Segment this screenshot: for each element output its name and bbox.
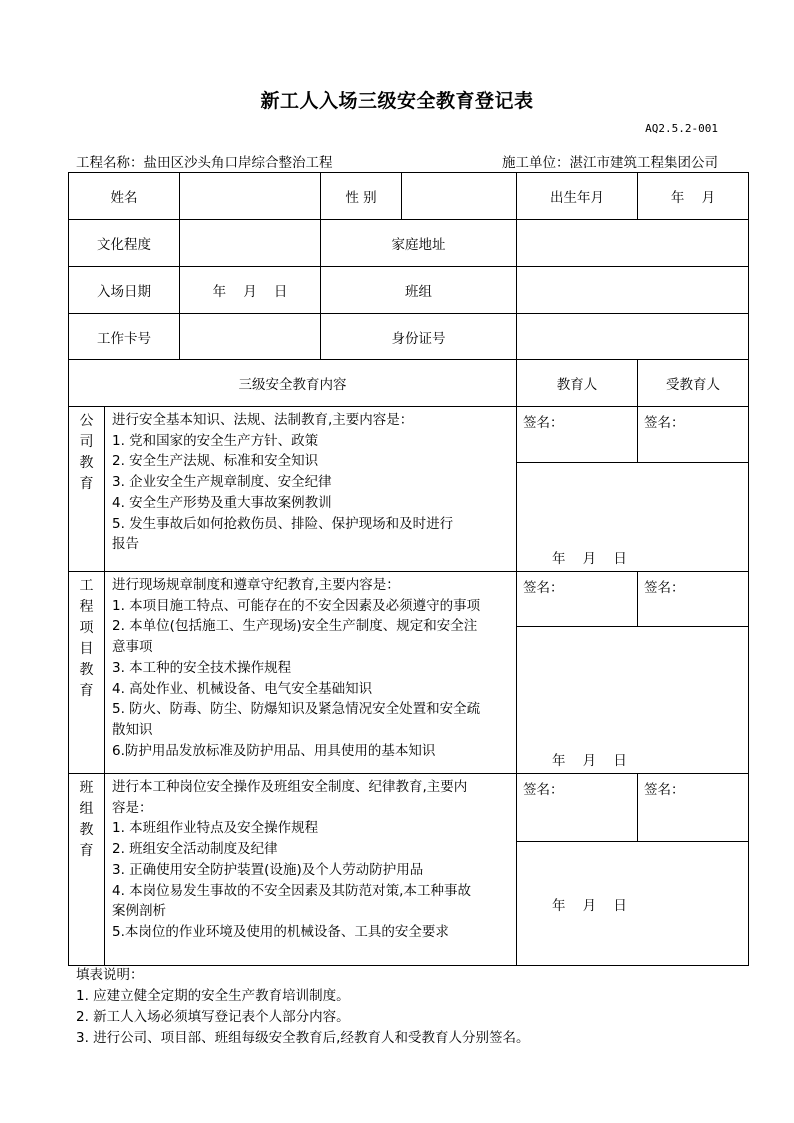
birth-value-cell[interactable]: 年 月 (638, 173, 749, 220)
project-educator-signature[interactable]: 签名： (517, 572, 638, 627)
name-label: 姓名 (69, 173, 180, 220)
note-item: 2. 新工人入场必须填写登记表个人部分内容。 (76, 1009, 350, 1025)
educatee-header: 受教育人 (638, 360, 749, 407)
id-number-label: 身份证号 (321, 314, 517, 360)
project-name: 工程名称：盐田区沙头角口岸综合整治工程 (76, 155, 333, 171)
education-value-cell[interactable] (180, 220, 321, 267)
content-header: 三级安全教育内容 (69, 360, 517, 407)
educator-header: 教育人 (517, 360, 638, 407)
company-education-date[interactable]: 年 月 日 (517, 463, 749, 572)
team-educatee-signature[interactable]: 签名： (638, 774, 749, 842)
registration-table (68, 172, 749, 966)
company-educatee-signature[interactable]: 签名： (638, 407, 749, 463)
birth-label: 出生年月 (517, 173, 638, 220)
work-card-label: 工作卡号 (69, 314, 180, 360)
entry-date-label: 入场日期 (69, 267, 180, 314)
project-educatee-signature[interactable]: 签名： (638, 572, 749, 627)
project-education-label: 工 程 项 目 教 育 (69, 572, 105, 774)
fill-instructions (76, 965, 529, 1049)
gender-label: 性 别 (321, 173, 402, 220)
company-education-content: 进行安全基本知识、法规、法制教育,主要内容是： 1. 党和国家的安全生产方针、政策 2. 安全生产法规、标准和安全知识 3. 企业安全生产规章制度、安全纪律 4. 安全生产形势及重大事故案例教训 5. 发生事故后如何抢救伤员、排险、保护现场和及时进行 报告 (105, 407, 517, 572)
team-label: 班组 (321, 267, 517, 314)
team-education-date[interactable]: 年 月 日 (517, 842, 749, 966)
company-educator-signature[interactable]: 签名： (517, 407, 638, 463)
company-education-label: 公 司 教 育 (69, 407, 105, 572)
note-item: 3. 进行公司、项目部、班组每级安全教育后,经教育人和受教育人分别签名。 (76, 1030, 530, 1046)
team-education-content: 进行本工种岗位安全操作及班组安全制度、纪律教育,主要内 容是： 1. 本班组作业特点及安全操作规程 2. 班组安全活动制度及纪律 3. 正确使用安全防护装置(设施)及个人劳动防护用品 4. 本岗位易发生事故的不安全因素及其防范对策,本工种事故 案例剖析 5.本岗位的作业环境及使用的机械设备、工具的安全要求 (105, 774, 517, 966)
team-education-label: 班 组 教 育 (69, 774, 105, 966)
education-label: 文化程度 (69, 220, 180, 267)
address-label: 家庭地址 (321, 220, 517, 267)
form-title: 新工人入场三级安全教育登记表 (260, 90, 534, 112)
team-educator-signature[interactable]: 签名： (517, 774, 638, 842)
work-card-value-cell[interactable] (180, 314, 321, 360)
note-item: 1. 应建立健全定期的安全生产教育培训制度。 (76, 988, 350, 1004)
project-education-date[interactable]: 年 月 日 (517, 627, 749, 774)
project-education-content: 进行现场规章制度和遵章守纪教育,主要内容是： 1. 本项目施工特点、可能存在的不安全因素及必须遵守的事项 2. 本单位(包括施工、生产现场)安全生产制度、规定和安全注 意事项 3. 本工种的安全技术操作规程 4. 高处作业、机械设备、电气安全基础知识 5. 防火、防毒、防尘、防爆知识及紧急情况安全处置和安全疏 散知识 6.防护用品发放标准及防护用品、用具使用的基本知识 (105, 572, 517, 774)
construction-unit: 施工单位：湛江市建筑工程集团公司 (502, 155, 718, 171)
team-value-cell[interactable] (517, 267, 749, 314)
gender-value-cell[interactable] (402, 173, 517, 220)
notes-heading: 填表说明： (76, 967, 144, 983)
name-value-cell[interactable] (180, 173, 321, 220)
address-value-cell[interactable] (517, 220, 749, 267)
document-code: AQ2.5.2-001 (645, 122, 718, 135)
id-number-value-cell[interactable] (517, 314, 749, 360)
entry-date-value-cell[interactable]: 年 月 日 (180, 267, 321, 314)
